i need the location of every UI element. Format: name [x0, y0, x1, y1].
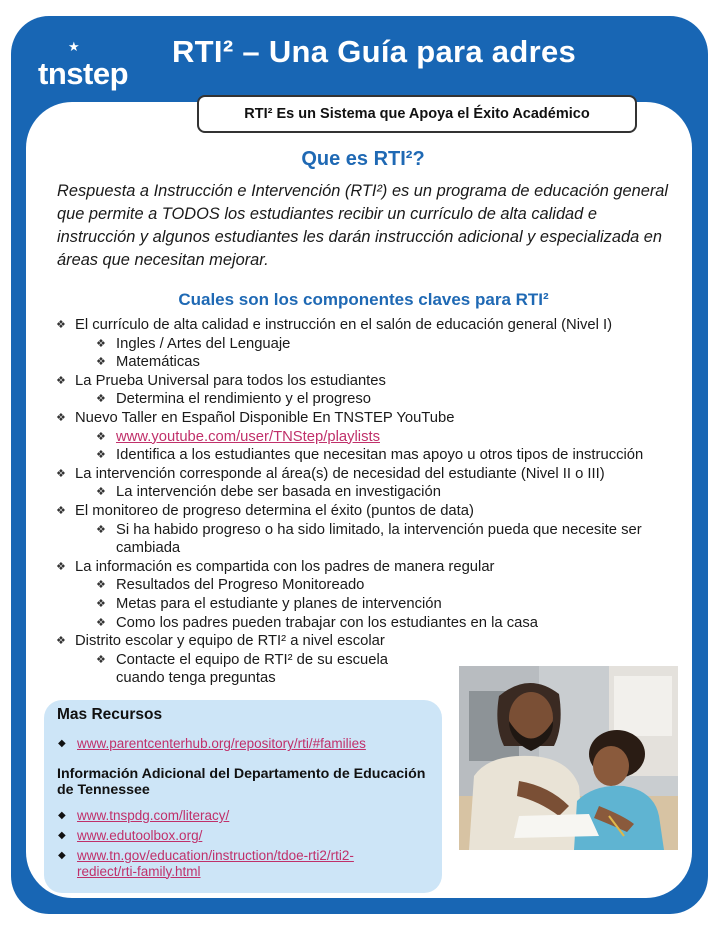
- diamond-bullet-icon: ❖: [96, 597, 106, 610]
- component-subitem: [0, 446, 661, 465]
- diamond-bullet-icon: ◆: [58, 830, 66, 841]
- components-list: [0, 316, 720, 688]
- component-subitem: [0, 428, 661, 447]
- component-item: [0, 372, 675, 391]
- component-text: Distrito escolar y equipo de RTI² a nivel escolar: [75, 633, 385, 650]
- diamond-bullet-icon: ❖: [96, 616, 106, 629]
- component-item: [0, 409, 675, 428]
- component-text: Determina el rendimiento y el progreso: [116, 391, 371, 408]
- component-text: Contacte el equipo de RTI² de su escuela cuando tenga preguntas: [116, 651, 388, 687]
- diamond-bullet-icon: ❖: [56, 467, 66, 480]
- subtitle-text: RTI² Es un Sistema que Apoya el Éxito Académico: [244, 106, 590, 122]
- component-subitem: [0, 595, 661, 614]
- component-subitem: [0, 335, 661, 354]
- resource-link-tnspdg[interactable]: www.tnspdg.com/literacy/: [77, 808, 230, 823]
- component-text: Ingles / Artes del Lenguaje: [116, 335, 291, 352]
- component-text: Resultados del Progreso Monitoreado: [116, 577, 365, 594]
- component-text: La información es compartida con los padres de manera regular: [75, 558, 495, 575]
- component-subitem: [0, 651, 416, 688]
- resource-link-tn-gov[interactable]: www.tn.gov/education/instruction/tdoe-rti2/rti2-rediect/rti-family.html: [77, 848, 354, 879]
- component-item: [0, 632, 675, 651]
- parent-child-illustration: [459, 666, 678, 850]
- diamond-bullet-icon: ❖: [56, 635, 66, 648]
- resources-box: [44, 700, 442, 893]
- component-item: [0, 316, 675, 335]
- components-heading: Cuales son los componentes claves para RTI²: [178, 290, 549, 309]
- component-item: [0, 502, 675, 521]
- parent-child-photo: [459, 666, 678, 850]
- component-subitem: [0, 614, 661, 633]
- component-subitem: [0, 521, 661, 558]
- component-text: La Prueba Universal para todos los estudiantes: [75, 372, 386, 389]
- diamond-bullet-icon: ❖: [96, 486, 106, 499]
- diamond-bullet-icon: ❖: [96, 579, 106, 592]
- component-text: La intervención debe ser basada en investigación: [116, 484, 441, 501]
- component-text: Identifica a los estudiantes que necesitan mas apoyo u otros tipos de instrucción: [116, 447, 644, 464]
- component-text: Matemáticas: [116, 354, 200, 371]
- page-title: RTI² – Una Guía para adres: [172, 34, 577, 69]
- resources-subheading: Información Adicional del Departamento de Educación de Tennessee: [57, 766, 426, 798]
- intro-paragraph: Respuesta a Instrucción e Intervención (RTI²) es un programa de educación general que permite a TODOS los estudiantes recibir un currículo de alta calidad e instrucción y algunos estudiantes les darán instrucción adicional y especializada en áreas que necesitan mejorar.: [57, 182, 669, 269]
- component-item: [0, 558, 675, 577]
- diamond-bullet-icon: ◆: [58, 850, 66, 861]
- diamond-bullet-icon: ❖: [96, 653, 106, 666]
- component-item: [0, 465, 675, 484]
- component-text: Nuevo Taller en Español Disponible En TNSTEP YouTube: [75, 409, 455, 426]
- diamond-bullet-icon: ❖: [96, 449, 106, 462]
- component-text: El currículo de alta calidad e instrucción en el salón de educación general (Nivel I): [75, 317, 613, 333]
- diamond-bullet-icon: ❖: [56, 504, 66, 517]
- diamond-bullet-icon: ◆: [58, 810, 66, 821]
- logo-text: tnstep: [38, 56, 128, 91]
- intro-heading: Que es RTI²?: [301, 148, 425, 170]
- diamond-bullet-icon: ❖: [56, 560, 66, 573]
- resource-link-parentcenterhub[interactable]: www.parentcenterhub.org/repository/rti/#families: [77, 736, 366, 751]
- diamond-bullet-icon: ❖: [56, 319, 66, 331]
- diamond-bullet-icon: ❖: [56, 411, 66, 424]
- component-text: El monitoreo de progreso determina el éxito (puntos de data): [75, 502, 474, 519]
- diamond-bullet-icon: ❖: [96, 523, 106, 536]
- component-text: Metas para el estudiante y planes de intervención: [116, 595, 442, 612]
- component-subitem: [0, 390, 661, 409]
- component-text: Si ha habido progreso o ha sido limitado, la intervención pueda que necesite ser cambiada: [116, 521, 642, 557]
- diamond-bullet-icon: ❖: [96, 393, 106, 406]
- resource-link-edutoolbox[interactable]: www.edutoolbox.org/: [77, 828, 203, 843]
- diamond-bullet-icon: ❖: [96, 356, 106, 369]
- component-subitem: [0, 483, 661, 502]
- diamond-bullet-icon: ❖: [56, 374, 66, 387]
- component-text: La intervención corresponde al área(s) de necesidad del estudiante (Nivel II o III): [75, 465, 605, 482]
- star-icon: ★: [68, 39, 80, 54]
- subtitle-box: [197, 95, 637, 133]
- diamond-bullet-icon: ❖: [96, 430, 106, 443]
- component-subitem: [0, 576, 661, 595]
- diamond-bullet-icon: ◆: [58, 738, 66, 749]
- component-subitem: [0, 353, 661, 372]
- youtube-playlist-link[interactable]: www.youtube.com/user/TNStep/playlists: [116, 428, 380, 445]
- component-text: Como los padres pueden trabajar con los estudiantes en la casa: [116, 614, 538, 631]
- resources-title: Mas Recursos: [57, 706, 163, 723]
- diamond-bullet-icon: ❖: [96, 337, 106, 350]
